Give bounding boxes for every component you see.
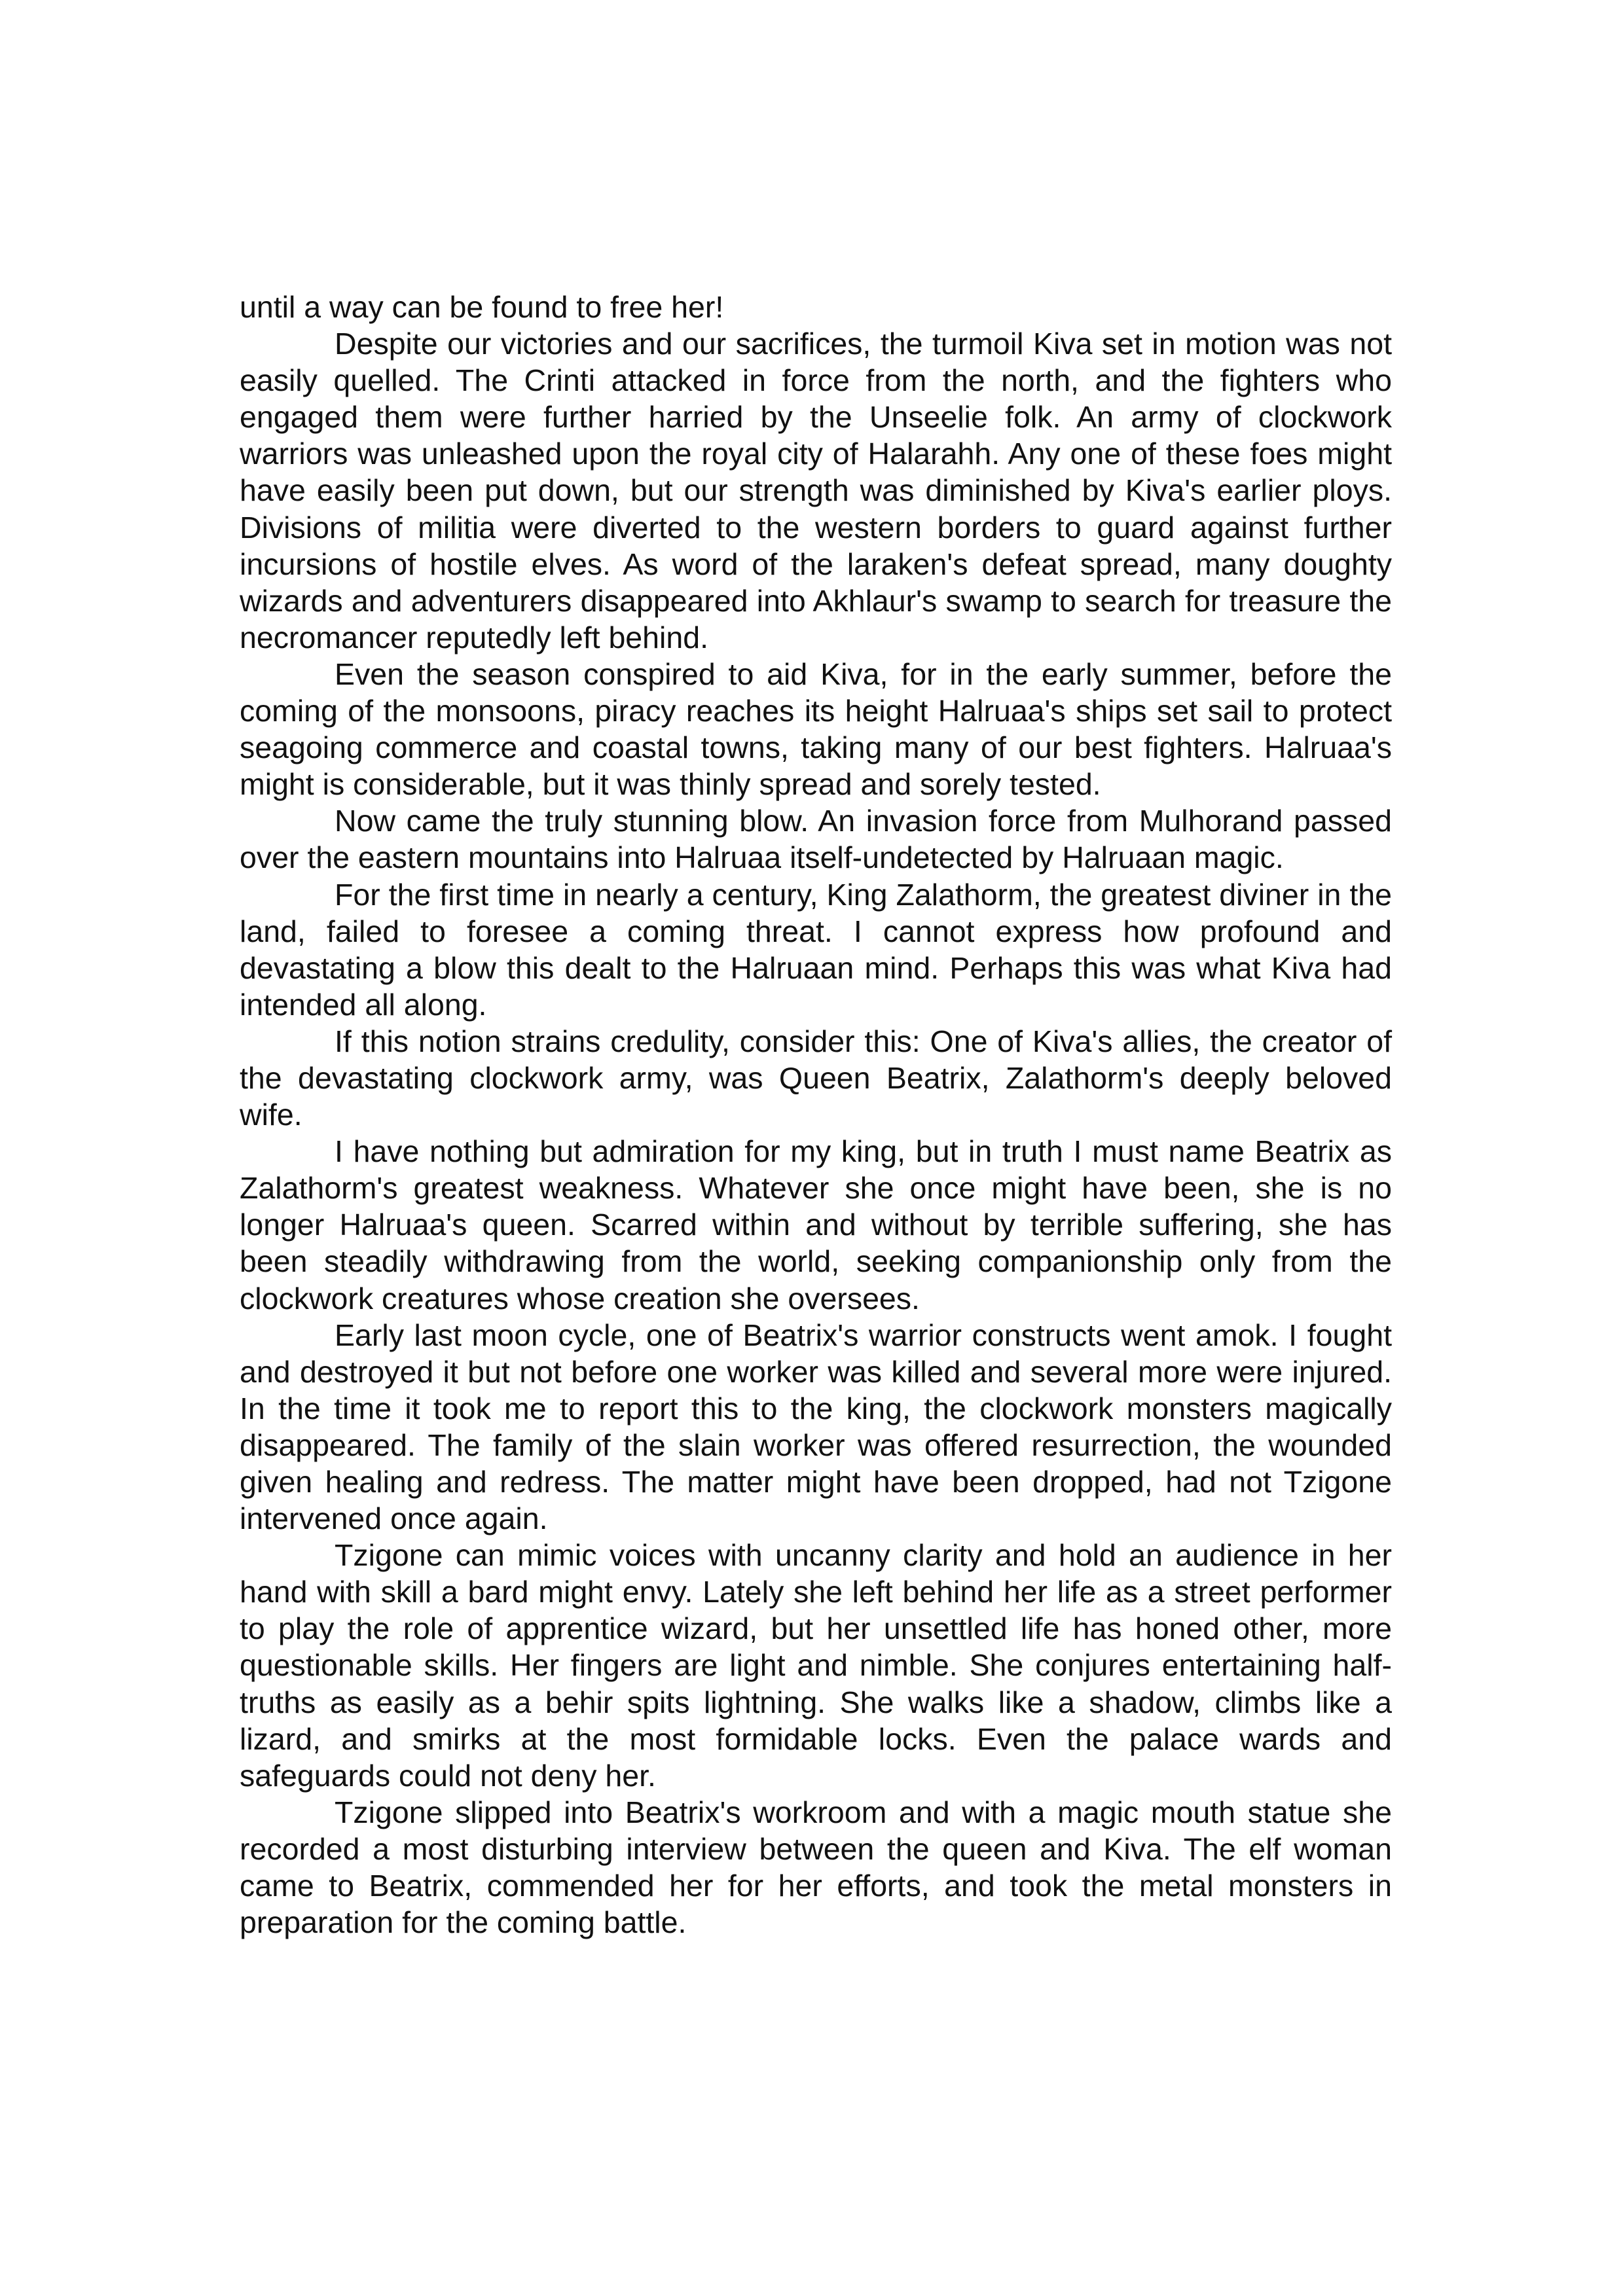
paragraph-if-this-notion: If this notion strains credulity, consider this: One of Kiva's allies, the creator of the devastating clockwork army, was Queen Beatrix, Zalathorm's deeply beloved wife. (240, 1024, 1392, 1132)
body-text (240, 289, 1392, 1941)
paragraph-despite-our-victories: Despite our victories and our sacrifices, the turmoil Kiva set in motion was not easily quelled. The Crinti attacked in force from the north, and the fighters who engaged them were further harried by the Unseelie folk. An army of clockwork warriors was unleashed upon the royal city of Halarahh. Any one of these foes might have easily been put down, but our strength was diminished by Kiva's earlier ploys. Divisions of militia were diverted to the western borders to guard against further incursions of hostile elves. As word of the laraken's defeat spread, many doughty wizards and adventurers disappeared into Akhlaur's swamp to search for treasure the necromancer reputedly left behind. (240, 327, 1392, 655)
paragraph-early-last-moon: Early last moon cycle, one of Beatrix's warrior constructs went amok. I fought and destroyed it but not before one worker was killed and several more were injured. In the time it took me to report this to the king, the clockwork monsters magically disappeared. The family of the slain worker was offered resurrection, the wounded given healing and redress. The matter might have been dropped, had not Tzigone intervened once again. (240, 1318, 1392, 1536)
paragraph-now-came: Now came the truly stunning blow. An invasion force from Mulhorand passed over the eastern mountains into Halruaa itself-undetected by Halruaan magic. (240, 804, 1392, 875)
paragraph-for-the-first-time: For the first time in nearly a century, King Zalathorm, the greatest diviner in the land, failed to foresee a coming threat. I cannot express how profound and devastating a blow this dealt to the Halruaan mind. Perhaps this was what Kiva had intended all along. (240, 877, 1392, 1022)
paragraph-tzigone-slipped: Tzigone slipped into Beatrix's workroom and with a magic mouth statue she recorded a most disturbing interview between the queen and Kiva. The elf woman came to Beatrix, commended her for her efforts, and took the metal monsters in preparation for the coming battle. (240, 1795, 1392, 1940)
paragraph-continuation: until a way can be found to free her! (240, 290, 724, 324)
paragraph-tzigone-can-mimic: Tzigone can mimic voices with uncanny clarity and hold an audience in her hand with skill a bard might envy. Lately she left behind her life as a street performer to play the role of apprentice wizard, but her unsettled life has honed other, more questionable skills. Her fingers are light and nimble. She conjures entertaining half-truths as easily as a behir spits lightning. She walks like a shadow, climbs like a lizard, and smirks at the most formidable locks. Even the palace wards and safeguards could not deny her. (240, 1538, 1392, 1793)
paragraph-i-have-nothing: I have nothing but admiration for my king, but in truth I must name Beatrix as Zalathorm's greatest weakness. Whatever she once might have been, she is no longer Halruaa's queen. Scarred within and without by terrible suffering, she has been steadily withdrawing from the world, seeking companionship only from the clockwork creatures whose creation she oversees. (240, 1134, 1392, 1316)
paragraph-even-the-season: Even the season conspired to aid Kiva, for in the early summer, before the coming of the monsoons, piracy reaches its height Halruaa's ships set sail to protect seagoing commerce and coastal towns, taking many of our best fighters. Halruaa's might is considerable, but it was thinly spread and sorely tested. (240, 656, 1392, 802)
